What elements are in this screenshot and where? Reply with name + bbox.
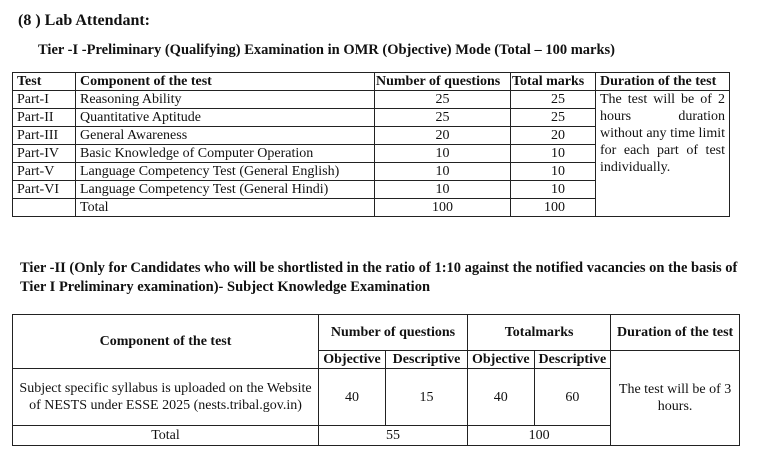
- header-component: Component of the test: [76, 73, 375, 91]
- test-cell: Part-III: [13, 127, 76, 145]
- header-questions: Number of questions: [319, 315, 468, 351]
- header-m-objective: Objective: [468, 351, 535, 369]
- tier2-title: Tier -II (Only for Candidates who will be shortlisted in the ratio of 1:10 against the notified vacancies on the basis of Tier I Preliminary examination)- Subject Knowledge Examination: [20, 260, 738, 295]
- q-objective: 40: [319, 369, 386, 426]
- header-m-descriptive: Descriptive: [534, 351, 611, 369]
- header-duration: Duration of the test: [596, 73, 730, 91]
- table-header: [13, 73, 730, 91]
- questions-cell: 10: [375, 163, 511, 181]
- questions-cell: 25: [375, 91, 511, 109]
- tier2-table: [12, 314, 740, 446]
- header-q-objective: Objective: [319, 351, 386, 369]
- header-component: Component of the test: [13, 315, 319, 369]
- table-row: [13, 91, 730, 109]
- marks-cell: 10: [511, 163, 596, 181]
- test-cell: Part-I: [13, 91, 76, 109]
- total-marks: 100: [511, 199, 596, 217]
- m-descriptive: 60: [534, 369, 611, 426]
- header-questions: Number of questions: [375, 73, 511, 91]
- test-cell: Part-II: [13, 109, 76, 127]
- header-marks: Total marks: [511, 73, 596, 91]
- duration-cell: The test will be of 2 hours duration without any time limit for each part of test individually.: [596, 91, 730, 217]
- duration-cell: The test will be of 3 hours.: [611, 351, 740, 446]
- tier1-table: [12, 72, 730, 217]
- total-questions: 55: [319, 426, 468, 446]
- marks-cell: 25: [511, 91, 596, 109]
- m-objective: 40: [468, 369, 535, 426]
- marks-cell: 20: [511, 127, 596, 145]
- total-label: Total: [13, 426, 319, 446]
- component-cell: Language Competency Test (General Hindi): [76, 181, 375, 199]
- total-test-cell: [13, 199, 76, 217]
- component-cell: Reasoning Ability: [76, 91, 375, 109]
- component-cell: Basic Knowledge of Computer Operation: [76, 145, 375, 163]
- component-cell: Subject specific syllabus is uploaded on the Website of NESTS under ESSE 2025 (nests.tribal.gov.in): [13, 369, 319, 426]
- marks-cell: 10: [511, 145, 596, 163]
- total-marks: 100: [468, 426, 611, 446]
- q-descriptive: 15: [386, 369, 468, 426]
- total-label: Total: [76, 199, 375, 217]
- test-cell: Part-VI: [13, 181, 76, 199]
- test-cell: Part-V: [13, 163, 76, 181]
- component-cell: General Awareness: [76, 127, 375, 145]
- section-heading: (8 ) Lab Attendant:: [18, 12, 151, 29]
- marks-cell: 25: [511, 109, 596, 127]
- questions-cell: 10: [375, 145, 511, 163]
- questions-cell: 20: [375, 127, 511, 145]
- header-test: Test: [13, 73, 76, 91]
- marks-cell: 10: [511, 181, 596, 199]
- questions-cell: 25: [375, 109, 511, 127]
- total-questions: 100: [375, 199, 511, 217]
- questions-cell: 10: [375, 181, 511, 199]
- test-cell: Part-IV: [13, 145, 76, 163]
- header-duration: Duration of the test: [611, 315, 740, 351]
- component-cell: Language Competency Test (General English): [76, 163, 375, 181]
- header-marks: Totalmarks: [468, 315, 611, 351]
- header-q-descriptive: Descriptive: [386, 351, 468, 369]
- component-cell: Quantitative Aptitude: [76, 109, 375, 127]
- tier1-title: Tier -I -Preliminary (Qualifying) Examination in OMR (Objective) Mode (Total – 100 marks): [38, 42, 616, 58]
